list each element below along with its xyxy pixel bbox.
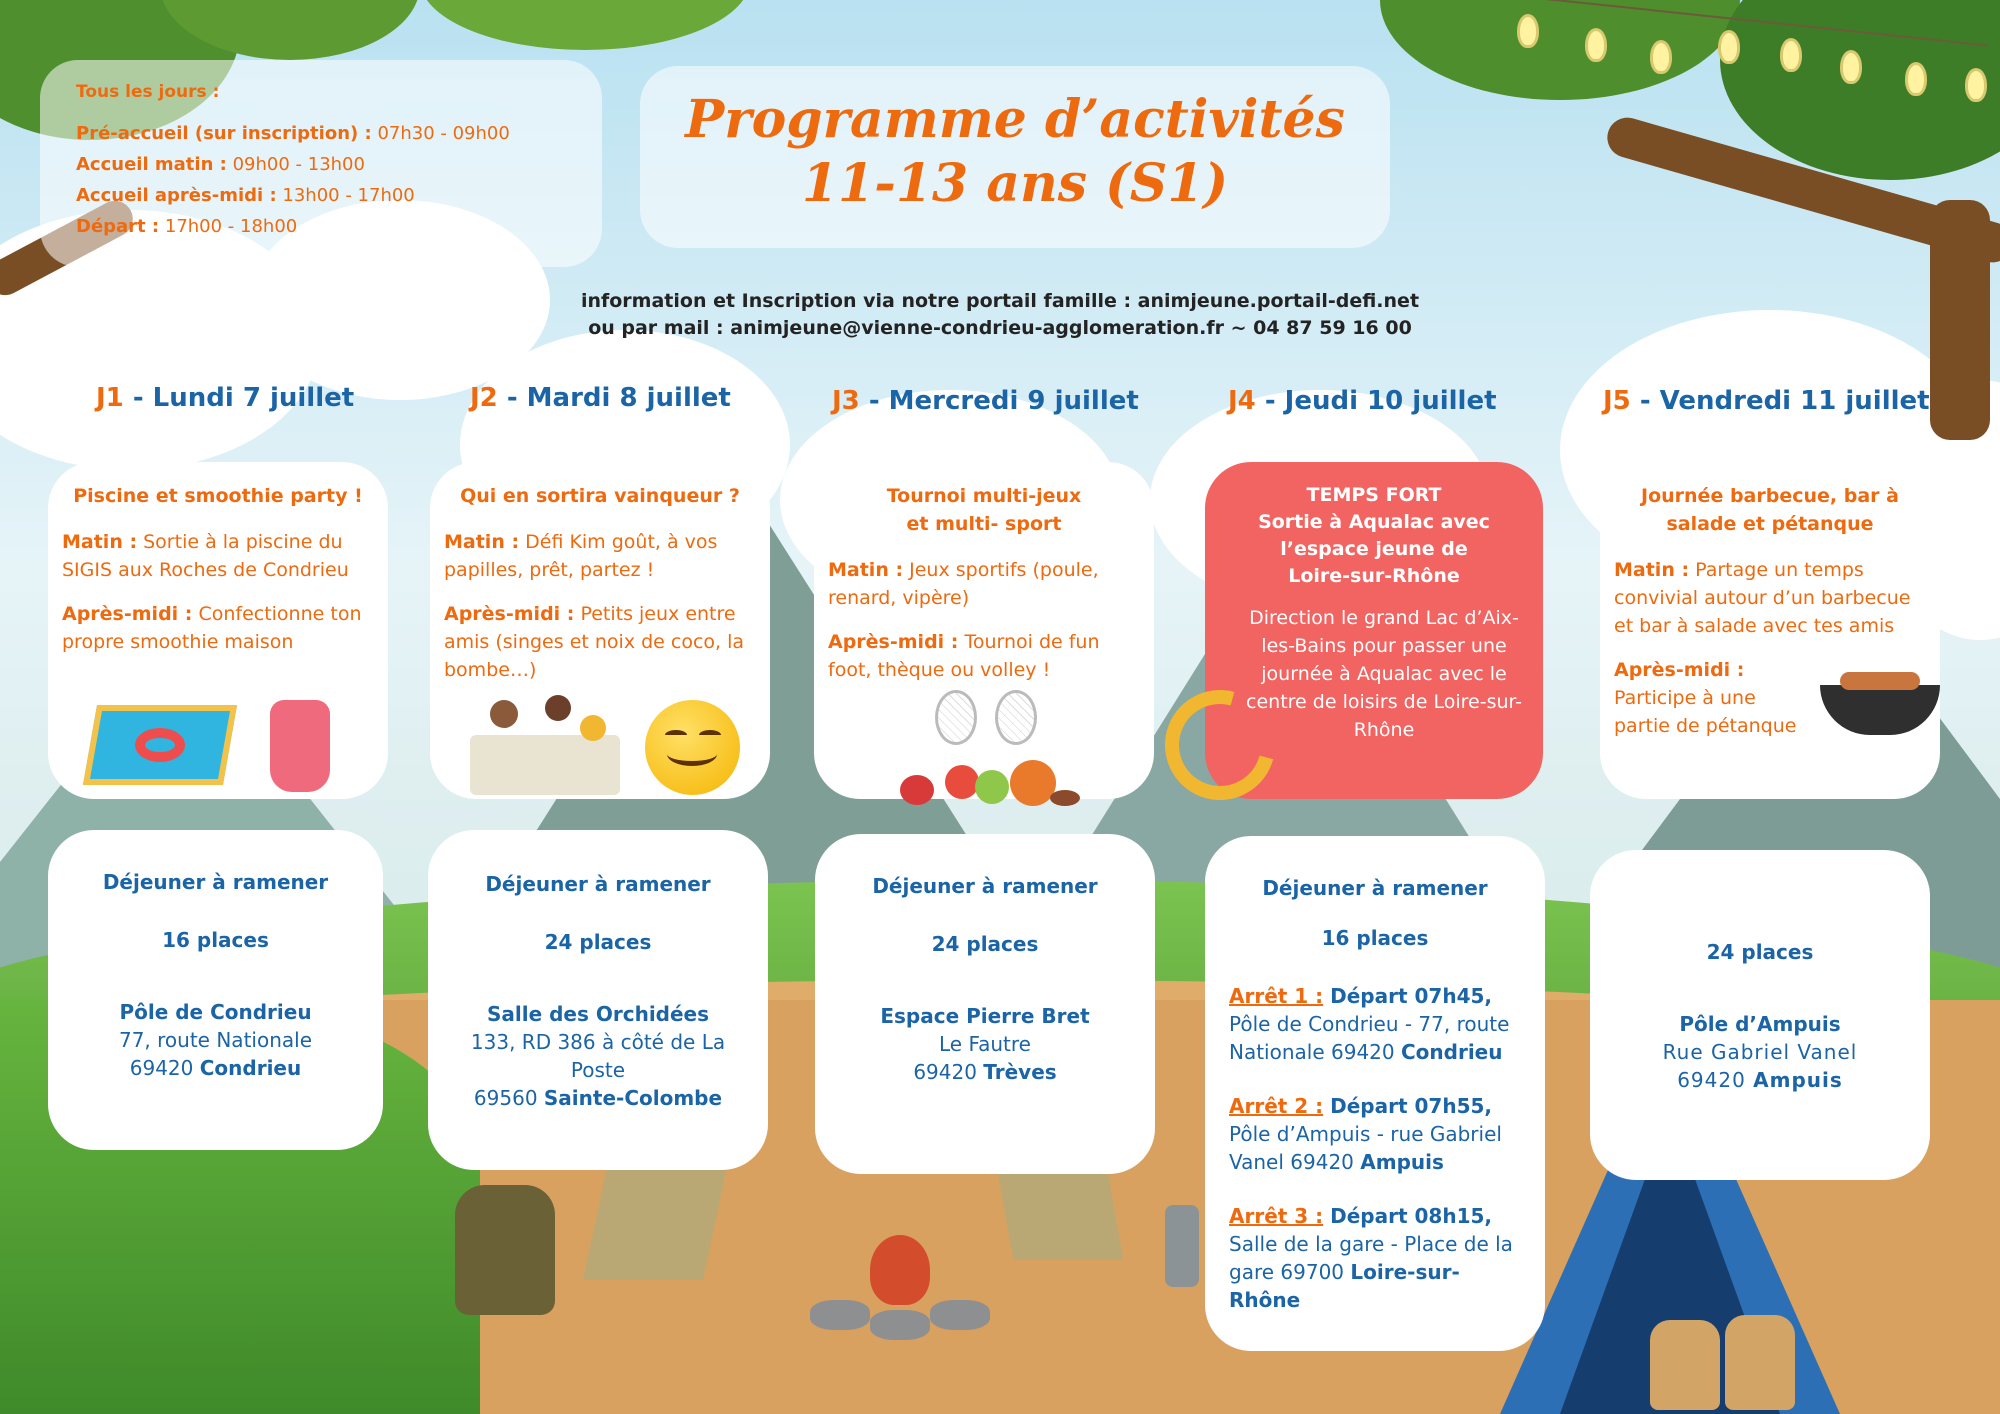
portal-info: information et Inscription via notre portail famille : animjeune.portail-defi.net [580, 290, 1420, 312]
hours-value: 13h00 - 17h00 [276, 185, 415, 206]
postcode: 69420 [913, 1060, 984, 1084]
light-bulb-icon [1517, 14, 1539, 48]
stop-place: Salle de la gare - Place de la gare 69700 [1229, 1232, 1513, 1284]
hours-label: Accueil après-midi : [76, 185, 277, 206]
venue-name: Pôle de Condrieu [119, 1000, 312, 1024]
info-card-j2 [428, 830, 768, 1170]
opening-hours-title: Tous les jours : [76, 82, 220, 102]
venue-city [1606, 1066, 1914, 1094]
title-panel [640, 66, 1390, 248]
swim-ring-icon [135, 728, 185, 762]
light-bulb-icon [1965, 68, 1987, 102]
activity-title [828, 482, 1140, 538]
hours-value: 09h00 - 13h00 [226, 154, 365, 175]
stop-time: Départ 08h15, [1323, 1204, 1492, 1228]
light-bulb-icon [1650, 40, 1672, 74]
day-number: J4 [1228, 386, 1256, 416]
afternoon-label: Après-midi : [62, 603, 193, 625]
city: Sainte-Colombe [543, 1086, 723, 1110]
places-count: 24 places [1706, 940, 1814, 964]
activity-afternoon [828, 628, 1140, 684]
morning-label: Matin : [828, 559, 904, 581]
day-number: J1 [96, 383, 124, 413]
day-date: - Lundi 7 juillet [123, 383, 355, 413]
afternoon-label: Après-midi : [444, 603, 575, 625]
activity-title-line: et multi- sport [906, 513, 1062, 535]
places-count: 24 places [544, 930, 652, 954]
city: Trèves [983, 1060, 1057, 1084]
venue-address: 133, RD 386 à côté de La Poste [470, 1030, 726, 1082]
info-card-j5 [1590, 850, 1930, 1180]
afternoon-text: Confectionne ton propre smoothie maison [62, 603, 362, 653]
venue-city [831, 1058, 1139, 1086]
day-header-j2 [470, 383, 731, 413]
places-count: 24 places [931, 932, 1039, 956]
day-header-j4 [1228, 386, 1497, 416]
activity-afternoon [444, 600, 756, 684]
afternoon-text: Tournoi de fun foot, thèque ou volley ! [828, 631, 1100, 681]
activity-title: Piscine et smoothie party ! [73, 485, 363, 507]
day-header-j3 [832, 386, 1139, 416]
lunch-info: Déjeuner à ramener [102, 870, 329, 894]
activity-morning [1614, 556, 1926, 640]
activity-title-line: Tournoi multi-jeux [886, 485, 1082, 507]
tennis-ball-icon [975, 770, 1009, 804]
tree-trunk [1930, 200, 1990, 440]
player-icon [580, 715, 606, 741]
stop-city: Ampuis [1360, 1150, 1444, 1174]
badminton-racket-icon [935, 690, 977, 745]
activity-card-j5 [1600, 462, 1940, 799]
light-bulb-icon [1905, 62, 1927, 96]
stop-time: Départ 07h45, [1323, 984, 1492, 1008]
activity-title-line: l’espace jeune de [1280, 538, 1468, 560]
hours-row [76, 180, 566, 211]
lunch-info: Déjeuner à ramener [1262, 876, 1488, 900]
temps-fort-tag: TEMPS FORT [1306, 484, 1442, 506]
smiley-mouth [667, 742, 717, 766]
rock [930, 1300, 990, 1330]
hours-value: 17h00 - 18h00 [159, 216, 298, 237]
light-bulb-icon [1840, 50, 1862, 84]
hours-row [76, 149, 566, 180]
day-number: J5 [1603, 386, 1631, 416]
smiley-eye [665, 730, 687, 740]
city: Ampuis [1753, 1068, 1843, 1092]
hours-label: Pré-accueil (sur inscription) : [76, 123, 372, 144]
activity-morning [444, 528, 756, 584]
info-card-j4 [1205, 836, 1545, 1351]
venue-city [444, 1084, 752, 1112]
smoothie-jar-icon [270, 700, 330, 792]
badminton-racket-icon [995, 690, 1037, 745]
hours-label: Départ : [76, 216, 160, 237]
day-date: - Jeudi 10 juillet [1255, 386, 1497, 416]
sport-ball-icon [945, 765, 979, 799]
activity-title-line: Journée barbecue, bar à [1641, 485, 1899, 507]
venue-address: Rue Gabriel Vanel [1662, 1040, 1858, 1064]
venue-address: 77, route Nationale [118, 1028, 312, 1052]
day-header-j1 [96, 383, 354, 413]
rock [870, 1310, 930, 1340]
activity-description: Direction le grand Lac d’Aix-les-Bains pour passer une journée à Aqualac avec le centre de loisirs de Loire-sur-Rhône [1246, 607, 1522, 741]
morning-text: Sortie à la piscine du SIGIS aux Roches de Condrieu [62, 531, 349, 581]
activity-afternoon [62, 600, 374, 656]
postcode: 69420 [129, 1056, 200, 1080]
basketball-icon [1010, 760, 1056, 806]
morning-text: Défi Kim goût, à vos papilles, prêt, partez ! [444, 531, 718, 581]
afternoon-text: Participe à une partie de pétanque [1614, 687, 1797, 737]
stop-label: Arrêt 2 : [1229, 1094, 1324, 1118]
day-date: - Vendredi 11 juillet [1630, 386, 1930, 416]
afternoon-text: Petits jeux entre amis (singes et noix de coco, la bombe…) [444, 603, 745, 681]
hiking-boot-icon [1650, 1320, 1720, 1410]
activity-afternoon [1614, 656, 1804, 740]
light-bulb-icon [1780, 38, 1802, 72]
activity-title [1614, 482, 1926, 538]
title-line: 11-13 ans (S1) [801, 153, 1229, 214]
morning-label: Matin : [444, 531, 520, 553]
postcode: 69560 [473, 1086, 544, 1110]
venue-name: Espace Pierre Bret [880, 1004, 1090, 1028]
rock [810, 1300, 870, 1330]
hiking-boot-icon [1725, 1315, 1795, 1410]
places-count: 16 places [1321, 926, 1429, 950]
opening-hours-panel [40, 60, 602, 267]
venue-city [64, 1054, 367, 1082]
page-title [640, 88, 1390, 216]
postcode: 69420 [1677, 1068, 1754, 1092]
activity-morning [828, 556, 1140, 612]
stop-label: Arrêt 1 : [1229, 984, 1324, 1008]
activity-title-line: Loire-sur-Rhône [1288, 565, 1460, 587]
venue-address: Le Fautre [939, 1032, 1031, 1056]
day-number: J2 [470, 383, 498, 413]
lunch-info: Déjeuner à ramener [485, 872, 711, 896]
day-number: J3 [832, 386, 860, 416]
afternoon-label: Après-midi : [828, 631, 959, 653]
player-icon [545, 695, 571, 721]
morning-text: Partage un temps convivial autour d’un barbecue et bar à salade avec tes amis [1614, 559, 1911, 637]
football-icon [1050, 790, 1080, 806]
mail-phone-info: ou par mail : animjeune@vienne-condrieu-agglomeration.fr ~ 04 87 59 16 00 [588, 317, 1412, 339]
morning-label: Matin : [62, 531, 138, 553]
city: Condrieu [199, 1056, 302, 1080]
activity-title: Qui en sortira vainqueur ? [460, 485, 740, 507]
morning-text: Jeux sportifs (poule, renard, vipère) [828, 559, 1099, 609]
smiley-tongue-icon [645, 700, 740, 795]
afternoon-label: Après-midi : [1614, 659, 1745, 681]
light-bulb-icon [1585, 28, 1607, 62]
places-count: 16 places [162, 928, 269, 952]
day-header-j5 [1603, 386, 1930, 416]
stop-time: Départ 07h55, [1323, 1094, 1492, 1118]
stop-place: Pôle de Condrieu - 77, route Nationale 69420 [1229, 1012, 1510, 1064]
hours-label: Accueil matin : [76, 154, 227, 175]
activity-title [1219, 482, 1529, 590]
light-bulb-icon [1718, 30, 1740, 64]
sport-ball-icon [900, 775, 934, 805]
player-icon [490, 700, 518, 728]
stop-label: Arrêt 3 : [1229, 1204, 1324, 1228]
water-bottle-icon [1165, 1205, 1199, 1287]
title-line: Programme d’activités [685, 89, 1345, 150]
venue-name: Pôle d’Ampuis [1679, 1012, 1841, 1036]
grilled-food-icon [1840, 672, 1920, 690]
activity-card-j3 [814, 462, 1154, 799]
campfire-icon [870, 1235, 930, 1305]
board-game-icon [470, 735, 620, 795]
info-card-j1 [48, 830, 383, 1150]
morning-label: Matin : [1614, 559, 1690, 581]
stop-place: Pôle d’Ampuis - rue Gabriel Vanel 69420 [1229, 1122, 1502, 1174]
activity-title-line: salade et pétanque [1666, 513, 1874, 535]
bus-stop-1 [1229, 982, 1521, 1066]
day-date: - Mardi 8 juillet [497, 383, 731, 413]
stop-city: Condrieu [1400, 1040, 1503, 1064]
smiley-eye [699, 730, 721, 740]
lunch-info: Déjeuner à ramener [872, 874, 1098, 898]
venue-name: Salle des Orchidées [486, 1002, 710, 1026]
backpack-icon [455, 1185, 555, 1315]
activity-morning [62, 528, 374, 584]
activity-title-line: Sortie à Aqualac avec [1258, 511, 1490, 533]
bus-stop-2 [1229, 1092, 1521, 1176]
hours-row [76, 118, 566, 149]
contact-info [480, 288, 1520, 342]
info-card-j3 [815, 834, 1155, 1174]
stop-city: Loire-sur-Rhône [1229, 1260, 1460, 1312]
hours-value: 07h30 - 09h00 [371, 123, 510, 144]
hours-row [76, 211, 566, 242]
day-date: - Mercredi 9 juillet [859, 386, 1139, 416]
bus-stop-3 [1229, 1202, 1521, 1314]
